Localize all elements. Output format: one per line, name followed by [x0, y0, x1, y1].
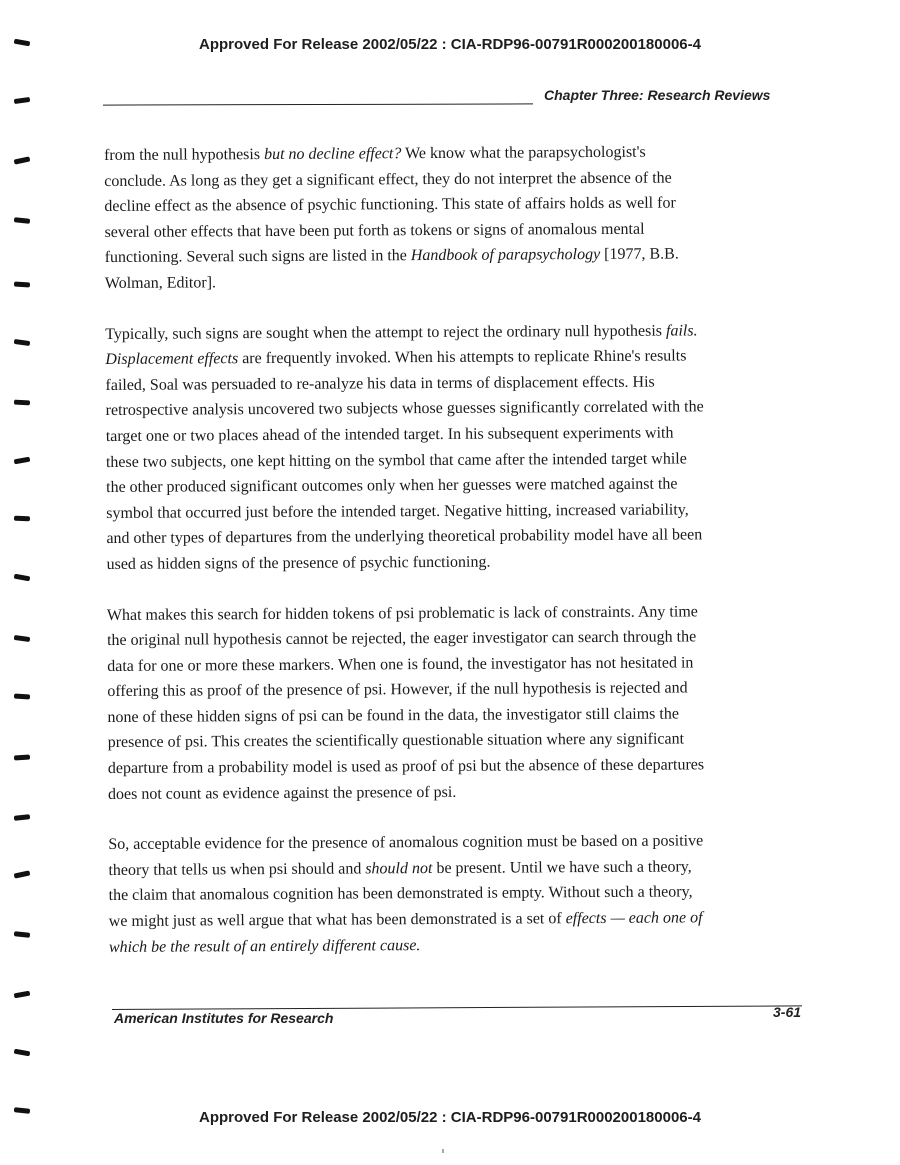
punch-mark	[14, 339, 31, 346]
punch-mark	[14, 457, 31, 465]
italic-run: should not	[365, 859, 433, 878]
page-number: 3-61	[773, 1004, 802, 1020]
punch-mark	[14, 156, 31, 164]
punch-mark	[14, 281, 30, 287]
text-run: departure from a probability model is used as proof of psi but the absence of these departures	[107, 756, 705, 778]
punch-mark	[14, 635, 31, 642]
footer-organization: American Institutes for Research	[114, 1010, 334, 1026]
text-line	[106, 394, 806, 424]
paragraph	[107, 598, 808, 807]
italic-run: Handbook of parapsychology	[410, 246, 601, 265]
text-run: data for one or more these markers. When one is found, the investigator has not hesitated in	[107, 654, 694, 675]
text-run: We know what the parapsychologist's	[401, 143, 646, 163]
release-banner-bottom: Approved For Release 2002/05/22 : CIA-RDP96-00791R000200180006-4	[199, 1109, 701, 1126]
punch-mark	[14, 574, 31, 582]
text-run: retrospective analysis uncovered two subjects whose guesses significantly correlated with the	[105, 398, 704, 420]
italic-run: but no decline effect?	[264, 145, 402, 164]
punch-mark	[14, 814, 30, 821]
text-run: used as hidden signs of the presence of psychic functioning.	[106, 553, 491, 573]
italic-run: which be the result of an entirely different cause.	[108, 936, 421, 956]
italic-run: fails.	[665, 321, 698, 340]
text-run: [1977, B.B.	[600, 245, 679, 264]
italic-run: Displacement effects	[105, 350, 239, 369]
header-rule	[103, 103, 533, 105]
text-run: decline effect as the absence of psychic functioning. This state of affairs holds as well for	[104, 194, 676, 216]
text-run: the original null hypothesis cannot be rejected, the eager investigator can search through the	[106, 628, 697, 650]
body-text	[104, 139, 809, 985]
italic-run: effects — each one of	[565, 909, 703, 928]
text-run: and other types of departures from the underlying theoretical probability model have all been	[106, 526, 703, 548]
text-run: offering this as proof of the presence of psi. However, if the null hypothesis is rejected and	[107, 679, 688, 701]
text-run: Wolman, Editor].	[104, 274, 217, 292]
text-run: failed, Soal was persuaded to re-analyze his data in terms of displacement effects. His	[105, 373, 655, 394]
punch-mark	[14, 693, 30, 699]
text-line	[109, 930, 809, 960]
text-run: none of these hidden signs of psi can be found in the data, the investigator still claims the	[107, 705, 679, 726]
text-run: these two subjects, one kept hitting on the symbol that came after the intended target while	[105, 449, 687, 471]
paragraph	[108, 828, 809, 960]
release-banner-top: Approved For Release 2002/05/22 : CIA-RDP96-00791R000200180006-4	[199, 36, 701, 53]
text-run: symbol that occurred just before the intended target. Negative hitting, increased variability,	[106, 501, 689, 522]
punch-mark	[14, 217, 30, 224]
text-run: the claim that anomalous cognition has been demonstrated is empty. Without such a theory,	[108, 883, 693, 905]
punch-mark	[14, 931, 30, 938]
punch-mark	[14, 516, 30, 522]
chapter-title: Chapter Three: Research Reviews	[544, 87, 771, 103]
text-run: conclude. As long as they get a significant effect, they do not interpret the absence of the	[104, 169, 672, 190]
punch-mark	[14, 1049, 31, 1057]
text-line	[106, 548, 806, 578]
text-run: from the null hypothesis	[104, 146, 265, 164]
text-run: several other effects that have been put forth as tokens or signs of anomalous mental	[104, 220, 645, 241]
text-run: are frequently invoked. When his attempts to replicate Rhine's results	[238, 347, 687, 368]
text-run: So, acceptable evidence for the presence of anomalous cognition must be based on a positive	[108, 832, 704, 854]
scan-margin-marks	[0, 0, 40, 1165]
text-run: theory that tells us when psi should and	[108, 860, 366, 879]
punch-mark	[14, 991, 31, 999]
punch-mark	[14, 97, 31, 104]
text-line	[108, 777, 808, 807]
text-line	[108, 752, 808, 782]
text-run: Typically, such signs are sought when the attempt to reject the ordinary null hypothesis	[105, 322, 667, 343]
text-line	[105, 267, 805, 297]
text-run: presence of psi. This creates the scientifically questionable situation where any significant	[107, 730, 685, 752]
text-run: target one or two places ahead of the intended target. In his subsequent experiments with	[105, 424, 674, 445]
text-run: functioning. Several such signs are listed in the	[104, 247, 411, 267]
scan-speck	[442, 1149, 444, 1153]
text-run: we might just as well argue that what has been demonstrated is a set of	[108, 910, 566, 931]
punch-mark	[14, 400, 30, 406]
text-run: the other produced significant outcomes only when her guesses were matched against the	[106, 475, 678, 497]
text-line	[106, 522, 806, 552]
text-run: does not count as evidence against the presence of psi.	[107, 783, 457, 803]
punch-mark	[14, 754, 30, 760]
paragraph	[104, 139, 805, 297]
text-run: be present. Until we have such a theory,	[432, 858, 692, 877]
punch-mark	[14, 39, 31, 47]
punch-mark	[14, 1107, 30, 1114]
text-run: What makes this search for hidden tokens of psi problematic is lack of constraints. Any time	[106, 602, 698, 624]
punch-mark	[14, 870, 31, 878]
paragraph	[105, 317, 807, 577]
